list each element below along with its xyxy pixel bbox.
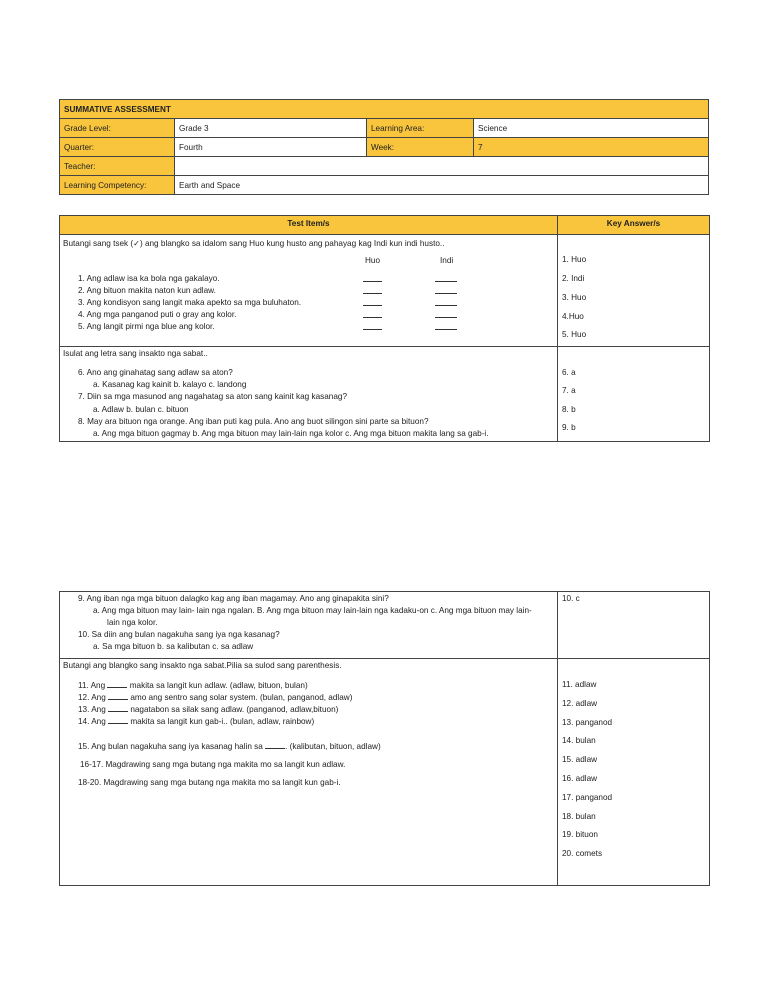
key-answer: 3. Huo	[562, 293, 587, 302]
col-indi: Indi	[440, 256, 454, 265]
indi-blank[interactable]	[435, 293, 457, 294]
indi-blank[interactable]	[435, 305, 457, 306]
fill-item: 13. Ang nagatabon sa silak sang adlaw. (panganod, adlaw,bituon)	[78, 705, 339, 714]
competency-value: Earth and Space	[175, 176, 709, 195]
indi-blank[interactable]	[435, 317, 457, 318]
col-header-key: Key Answer/s	[606, 219, 661, 228]
fill-blank[interactable]	[108, 704, 128, 712]
choices: a. Ang mga bituon gagmay b. Ang mga bituon may lain-lain nga kolor c. Ang mga bituon makita lang sa gab-i.	[93, 429, 489, 438]
fill-blank[interactable]	[265, 741, 285, 749]
fill-blank[interactable]	[107, 680, 127, 688]
col-header-items: Test Item/s	[287, 219, 330, 228]
area-value: Science	[474, 119, 709, 138]
choices: a. Sa mga bituon b. sa kalibutan c. sa adlaw	[93, 642, 254, 651]
grade-label: Grade Level:	[60, 119, 175, 138]
key-answer: 1. Huo	[562, 255, 587, 264]
assessment-title: SUMMATIVE ASSESSMENT	[60, 100, 709, 119]
huo-blank[interactable]	[363, 305, 382, 306]
huo-blank[interactable]	[363, 281, 382, 282]
indi-blank[interactable]	[435, 329, 457, 330]
huo-blank[interactable]	[363, 293, 382, 294]
competency-label: Learning Competency:	[60, 176, 175, 195]
key-answer: 12. adlaw	[562, 699, 598, 708]
col-huo: Huo	[365, 256, 381, 265]
part1-item: 3. Ang kondisyon sang langit maka apekto sa mga buluhaton.	[78, 298, 302, 307]
key-answer: 9. b	[562, 423, 576, 432]
key-answer: 4.Huo	[562, 312, 584, 321]
key-answer: 5. Huo	[562, 330, 587, 339]
question: 7. Diin sa mga masunod ang nagahatag sa aton sang kainit kag kasanag?	[78, 392, 348, 401]
key-answer: 10. c	[562, 594, 580, 603]
key-answer: 2. Indi	[562, 274, 585, 283]
question: 6. Ano ang ginahatag sang adlaw sa aton?	[78, 368, 233, 377]
fill-item: 12. Ang amo ang sentro sang solar system. (bulan, panganod, adlaw)	[78, 693, 353, 702]
huo-blank[interactable]	[363, 317, 382, 318]
part3-instruction: Butangi ang blangko sang insakto nga sabat.Pilia sa sulod sang parenthesis.	[63, 661, 342, 670]
huo-blank[interactable]	[363, 329, 382, 330]
part1-item: 1. Ang adlaw isa ka bola nga gakalayo.	[78, 274, 220, 283]
key-answer: 16. adlaw	[562, 774, 598, 783]
key-answer: 6. a	[562, 368, 576, 377]
week-label: Week:	[367, 138, 474, 157]
question: 10. Sa diin ang bulan nagakuha sang iya nga kasanag?	[78, 630, 280, 639]
key-answer: 19. bituon	[562, 830, 598, 839]
question: 8. May ara bituon nga orange. Ang iban puti kag pula. Ano ang buot silingon sini parte sa bituon?	[78, 417, 429, 426]
key-answer: 7. a	[562, 386, 576, 395]
part1-item: 4. Ang mga panganod puti o gray ang kolor.	[78, 310, 237, 319]
key-answer: 18. bulan	[562, 812, 596, 821]
part1-item: 5. Ang langit pirmi nga blue ang kolor.	[78, 322, 215, 331]
teacher-label: Teacher:	[60, 157, 175, 176]
quarter-value: Fourth	[175, 138, 367, 157]
fill-blank[interactable]	[108, 692, 128, 700]
week-value: 7	[474, 138, 709, 157]
grade-value: Grade 3	[175, 119, 367, 138]
key-answer: 11. adlaw	[562, 680, 597, 689]
header-table	[59, 99, 709, 195]
key-answer: 14. bulan	[562, 736, 596, 745]
choices: lain nga kolor.	[107, 618, 158, 627]
part1-instruction: Butangi sang tsek (✓) ang blangko sa idalom sang Huo kung husto ang pahayag kag Indi kun indi husto..	[63, 239, 445, 248]
part2-instruction: Isulat ang letra sang insakto nga sabat..	[63, 349, 208, 358]
key-answer: 13. panganod	[562, 718, 613, 727]
choices: a. Kasanag kag kainit b. kalayo c. landong	[93, 380, 247, 389]
fill-blank[interactable]	[108, 716, 128, 724]
area-label: Learning Area:	[367, 119, 474, 138]
quarter-label: Quarter:	[60, 138, 175, 157]
key-answer: 8. b	[562, 405, 576, 414]
choices: a. Adlaw b. bulan c. bituon	[93, 405, 189, 414]
fill-item: 15. Ang bulan nagakuha sang iya kasanag halin sa . (kalibutan, bituon, adlaw)	[78, 742, 381, 751]
indi-blank[interactable]	[435, 281, 457, 282]
question: 9. Ang iban nga mga bituon dalagko kag ang iban magamay. Ano ang ginapakita sini?	[78, 594, 389, 603]
drawing-item: 16-17. Magdrawing sang mga butang nga makita mo sa langit kun adlaw.	[80, 760, 346, 769]
key-answer: 15. adlaw	[562, 755, 598, 764]
key-answer: 20. comets	[562, 849, 603, 858]
part1-item: 2. Ang bituon makita naton kun adlaw.	[78, 286, 216, 295]
choices: a. Ang mga bituon may lain- lain nga ngalan. B. Ang mga bituon may lain-lain nga kadaku-on c. Ang mga bituon may lain-	[93, 606, 532, 615]
drawing-item: 18-20. Magdrawing sang mga butang nga makita mo sa langit kun gab-i.	[78, 778, 341, 787]
fill-item: 14. Ang makita sa langit kun gab-i.. (bulan, adlaw, rainbow)	[78, 717, 315, 726]
key-answer: 17. panganod	[562, 793, 613, 802]
teacher-value	[175, 157, 709, 176]
fill-item: 11. Ang makita sa langit kun adlaw. (adlaw, bituon, bulan)	[78, 681, 308, 690]
